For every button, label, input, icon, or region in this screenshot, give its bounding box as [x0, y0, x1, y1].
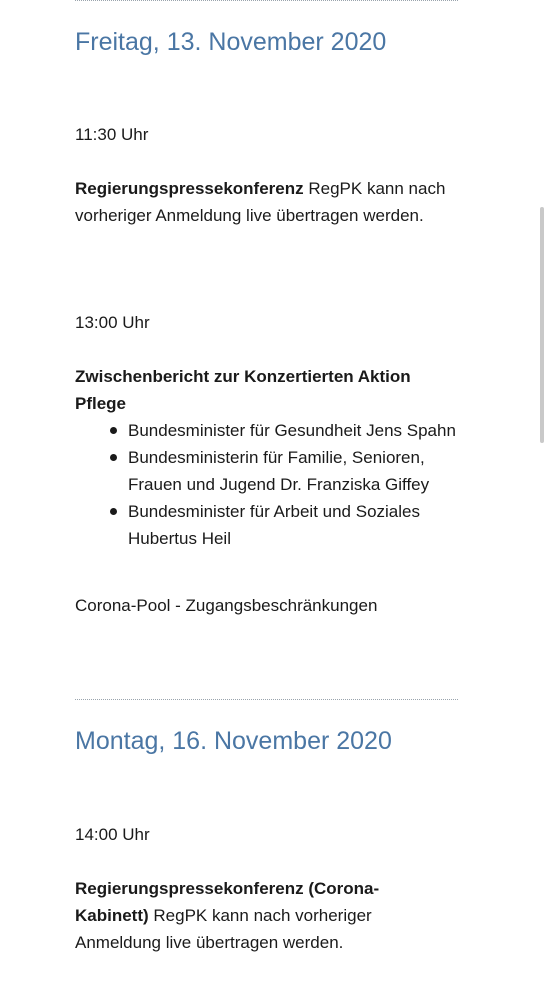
section-divider: [75, 699, 458, 700]
date-heading: Freitag, 13. November 2020: [75, 28, 387, 56]
date-heading: Montag, 16. November 2020: [75, 727, 392, 755]
event-time: 14:00 Uhr: [75, 825, 150, 844]
list-item: [75, 498, 458, 552]
event-time: 13:00 Uhr: [75, 313, 150, 332]
bullet-icon: [110, 427, 117, 434]
list-item: [75, 417, 458, 444]
event-title: Regierungspressekonferenz: [75, 179, 304, 198]
event-note: Corona-Pool - Zugangsbeschränkungen: [75, 596, 378, 615]
event-description: [75, 875, 415, 956]
bullet-icon: [110, 508, 117, 515]
speaker-list: [75, 417, 458, 552]
event-title: [75, 363, 458, 417]
section-divider: [75, 0, 458, 1]
speaker-name: Bundesminister für Gesundheit Jens Spahn: [128, 421, 456, 440]
event-title: Regierungspressekonferenz (Corona-Kabinett): [75, 879, 380, 925]
event-description: [75, 175, 458, 229]
speaker-name: Bundesminister für Arbeit und Soziales Hubertus Heil: [128, 502, 420, 548]
scrollbar[interactable]: [540, 207, 544, 443]
event-time: 11:30 Uhr: [75, 125, 149, 144]
bullet-icon: [110, 454, 117, 461]
list-item: [75, 444, 458, 498]
speaker-name: Bundesministerin für Familie, Senioren, Frauen und Jugend Dr. Franziska Giffey: [128, 448, 430, 494]
event-text: RegPK kann nach vorheriger Anmeldung live übertragen werden.: [75, 179, 446, 225]
event-text: RegPK kann nach vorheriger Anmeldung live übertragen werden.: [75, 906, 372, 952]
event-title-text: Zwischenbericht zur Konzertierten Aktion Pflege: [75, 367, 411, 413]
